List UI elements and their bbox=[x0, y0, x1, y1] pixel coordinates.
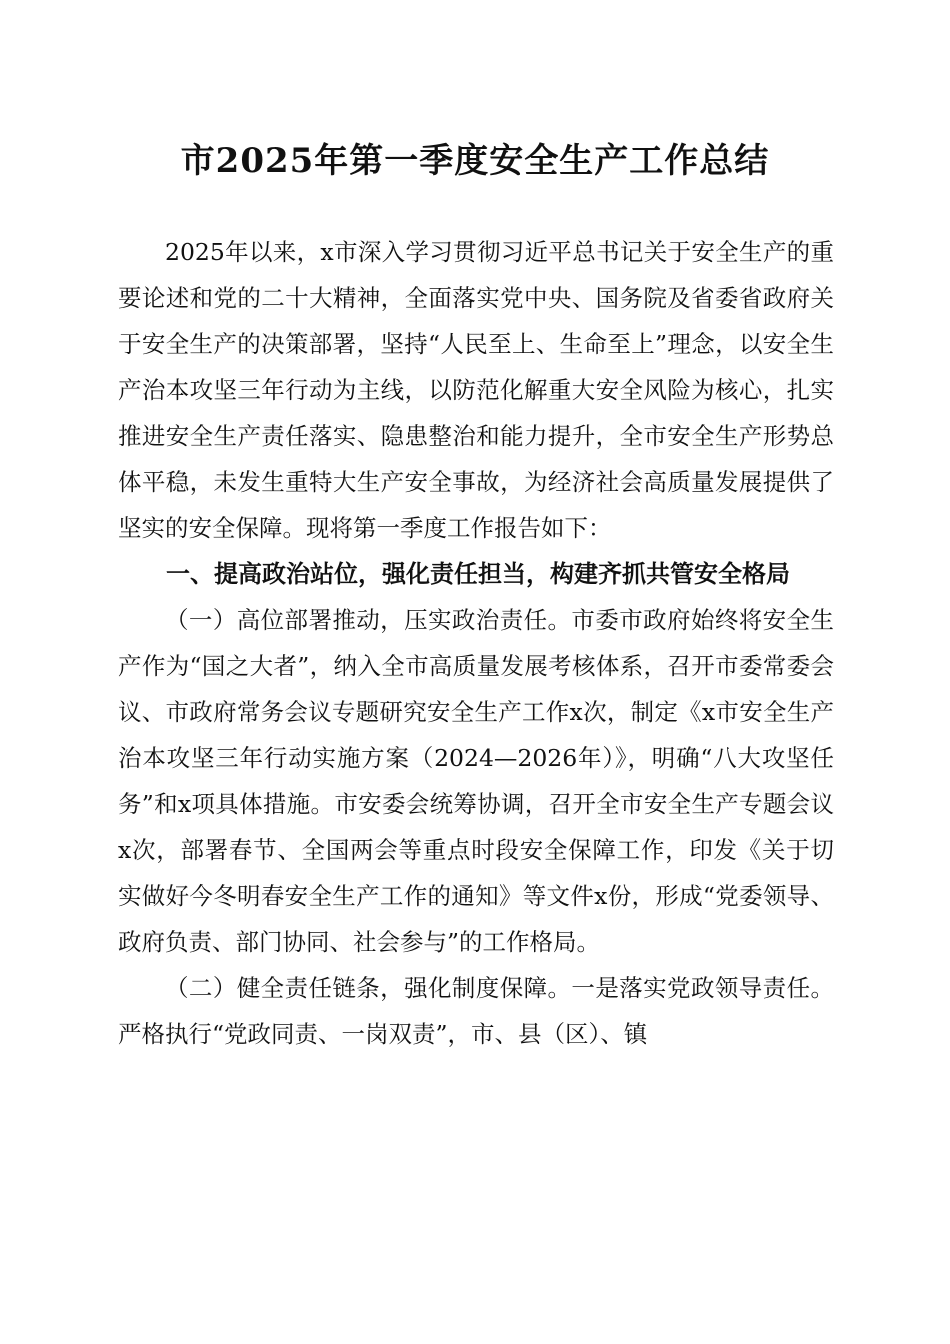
subsection-paragraph-1: （一）高位部署推动，压实政治责任。市委市政府始终将安全生产作为“国之大者”，纳入全市高质量发展考核体系，召开市委常委会议、市政府常务会议专题研究安全生产工作x次，制定《x市安全生产治本攻坚三年行动实施方案（2024—2026年）》，明确“八大攻坚任务”和x项具体措施。市安委会统筹协调，召开全市安全生产专题会议x次，部署春节、全国两会等重点时段安全保障工作，印发《关于切实做好今冬明春安全生产工作的通知》等文件x份，形成“党委领导、政府负责、部门协同、社会参与”的工作格局。 bbox=[118, 606, 834, 956]
intro-paragraph: 2025年以来，x市深入学习贯彻习近平总书记关于安全生产的重要论述和党的二十大精神，全面落实党中央、国务院及省委省政府关于安全生产的决策部署，坚持“人民至上、生命至上”理念，以安全生产治本攻坚三年行动为主线，以防范化解重大安全风险为核心，扎实推进安全生产责任落实、隐患整治和能力提升，全市安全生产形势总体平稳，未发生重特大生产安全事故，为经济社会高质量发展提供了坚实的安全保障。现将第一季度工作报告如下： bbox=[118, 238, 834, 542]
document-body bbox=[118, 229, 834, 1057]
subsection-paragraph-2: （二）健全责任链条，强化制度保障。一是落实党政领导责任。严格执行“党政同责、一岗双责”，市、县（区）、镇 bbox=[118, 974, 834, 1048]
section-heading-1: 一、提高政治站位，强化责任担当，构建齐抓共管安全格局 bbox=[166, 560, 790, 588]
document-title: 市2025年第一季度安全生产工作总结 bbox=[180, 141, 770, 181]
